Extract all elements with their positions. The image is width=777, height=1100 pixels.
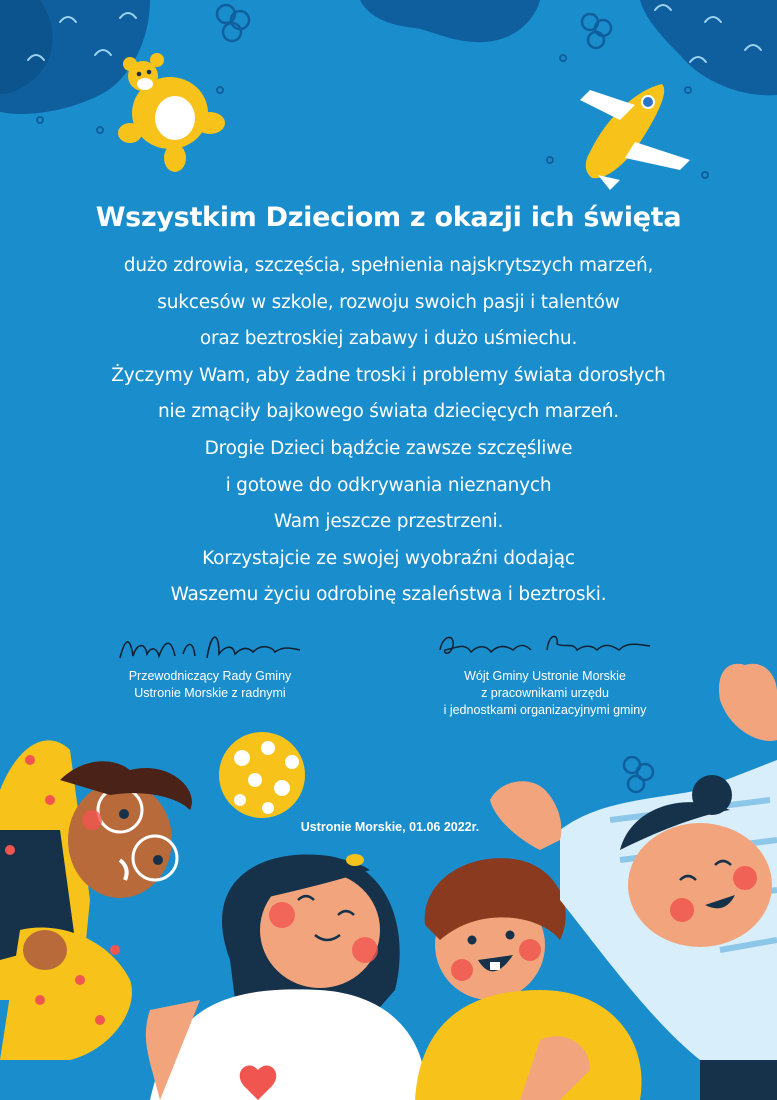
signature-right-subtitle: i jednostkami organizacyjnymi gminy — [443, 703, 647, 717]
left-handwritten-signature — [115, 628, 305, 670]
right-handwritten-signature — [435, 628, 655, 662]
greeting-body — [0, 248, 777, 614]
signature-right-title: Wójt Gminy Ustronie Morskie — [464, 669, 626, 683]
greeting-headline: Wszystkim Dzieciom z okazji ich święta — [95, 202, 682, 233]
signature-right-subtitle: z pracownikami urzędu — [481, 686, 609, 700]
greeting-line: Życzymy Wam, aby żadne troski i problemy świata dorosłych — [111, 364, 666, 386]
greeting-line: Waszemu życiu odrobinę szaleństwa i beztroski. — [170, 584, 607, 606]
top-right-foliage — [217, 0, 777, 95]
girl-illustration — [146, 854, 426, 1100]
place-and-date: Ustronie Morskie, 01.06 2022r. — [300, 820, 480, 834]
greeting-line: Korzystajcie ze swojej wyobraźni dodając — [202, 547, 575, 569]
greeting-line: Drogie Dzieci bądźcie zawsze szczęśliwe — [204, 437, 573, 459]
greeting-line: dużo zdrowia, szczęścia, spełnienia najskrytszych marzeń, — [123, 255, 654, 276]
signature-right — [415, 668, 675, 719]
greeting-line: oraz beztroskiej zabawy i dużo uśmiechu. — [199, 328, 578, 350]
signature-left-title: Przewodniczący Rady Gminy — [128, 669, 292, 683]
greeting-line: Wam jeszcze przestrzeni. — [273, 511, 504, 533]
flower-outline — [624, 757, 653, 792]
greeting-line: i gotowe do odkrywania nieznanych — [225, 474, 552, 496]
teddy-bear-icon — [118, 53, 225, 172]
polka-dot-ball-icon — [219, 732, 305, 818]
greeting-line: nie zmąciły bajkowego świata dziecięcych marzeń. — [158, 401, 619, 423]
signature-left — [100, 668, 320, 702]
signature-left-subtitle: Ustronie Morskie z radnymi — [134, 686, 286, 700]
top-left-foliage — [0, 0, 150, 114]
airplane-icon — [580, 84, 690, 190]
greeting-line: sukcesów w szkole, rozwoju swoich pasji i talentów — [157, 291, 620, 313]
